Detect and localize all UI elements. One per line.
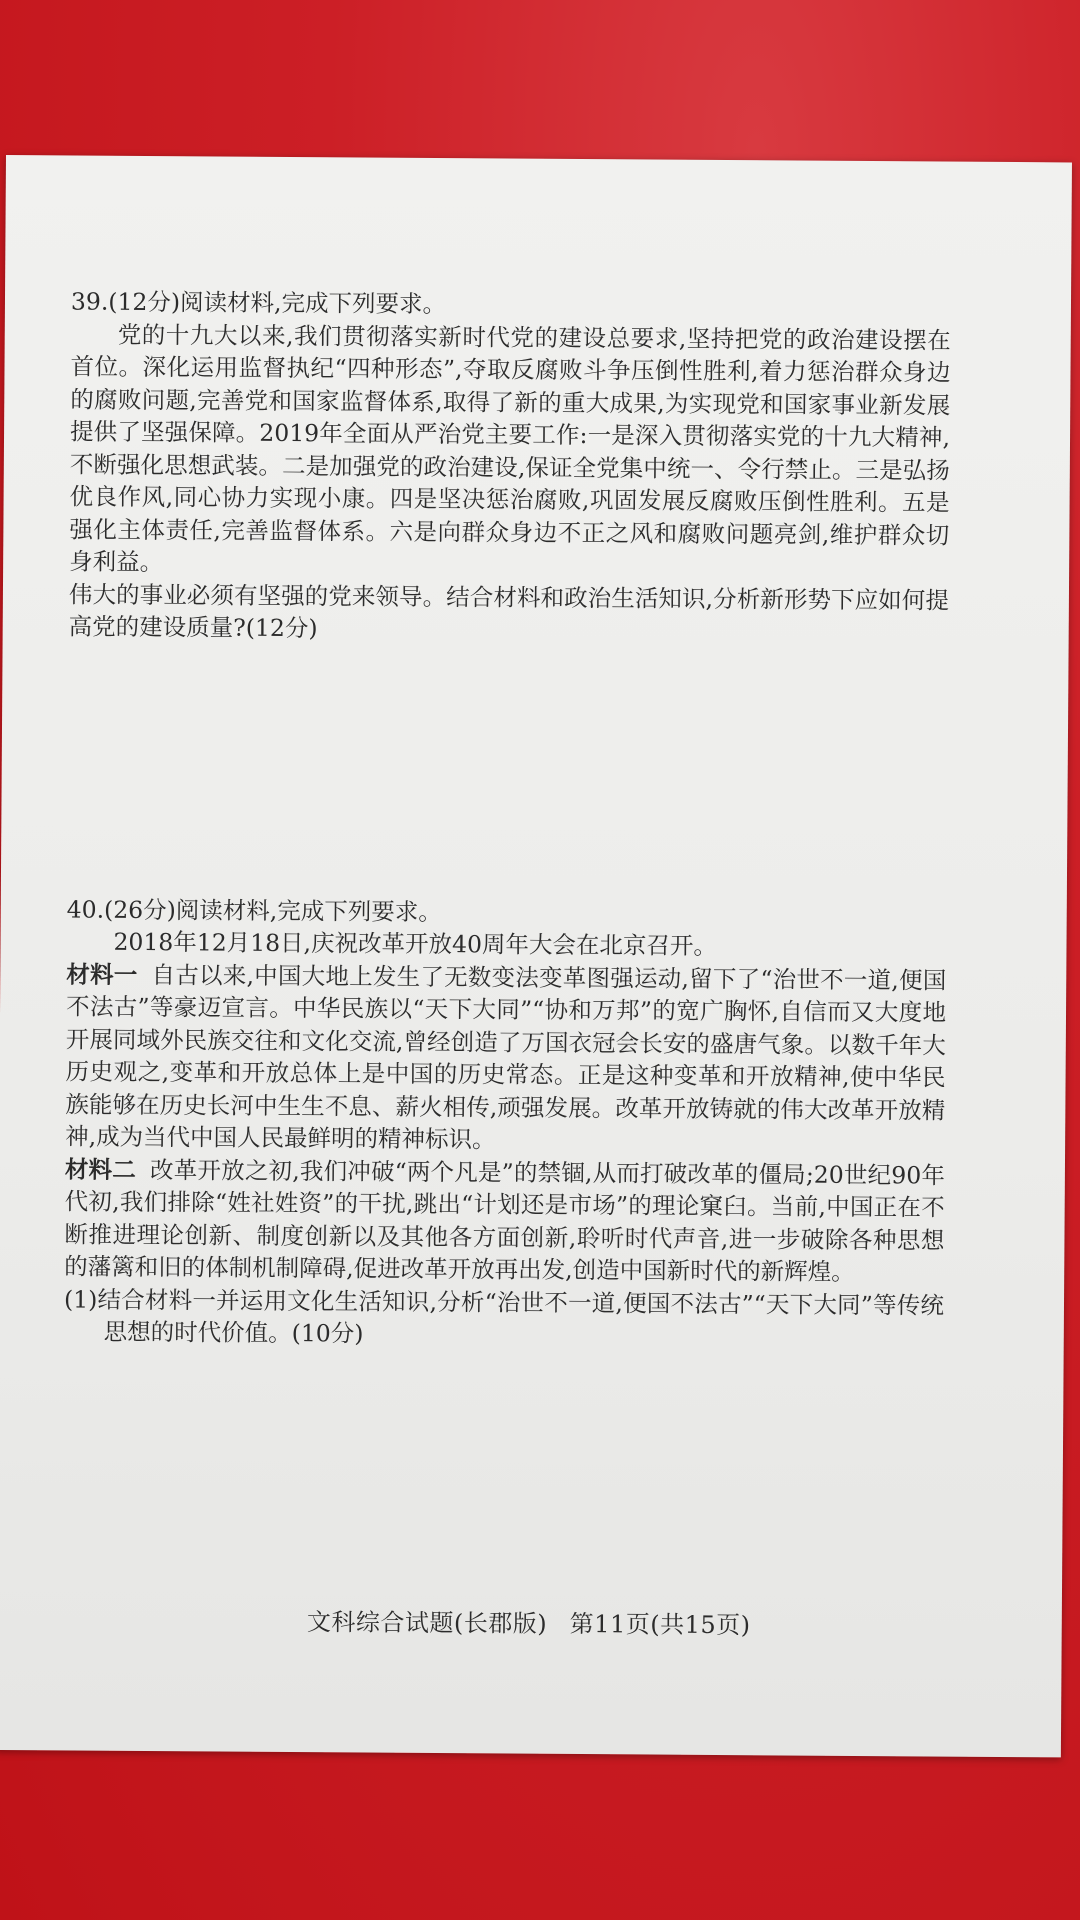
material-one bbox=[65, 958, 946, 1159]
exam-content bbox=[64, 285, 951, 1354]
question-40 bbox=[64, 893, 947, 1354]
material-two-label: 材料二 bbox=[64, 1154, 137, 1184]
material-two bbox=[64, 1153, 945, 1289]
exam-paper-sheet bbox=[0, 155, 1072, 1757]
answer-space bbox=[67, 643, 949, 899]
question-40-intro: 2018年12月18日,庆祝改革开放40周年大会在北京召开。 bbox=[113, 927, 718, 960]
question-40-subquestion-1: (1)结合材料一并运用文化生活知识,分析“治世不一道,便国不法古”“天下大同”等传统思想的时代价值。(10分) bbox=[63, 1284, 945, 1348]
material-one-label: 材料一 bbox=[66, 959, 138, 989]
material-one-text: 自古以来,中国大地上发生了无数变法变革图强运动,留下了“治世不一道,便国不法古”等豪迈宣言。中华民族以“天下大同”“协和万邦”的宽广胸怀,自信而又大度地开展同域外民族交往和文化交流,曾经创造了万国衣冠会长安的盛唐气象。以数千年大历史观之,变革和开放总体上是中国的历史常态。正是这种变革和开放精神,使中华民族能够在历史长河中生生不息、薪火相传,顽强发展。改革开放铸就的伟大改革开放精神,成为当代中国人民最鲜明的精神标识。 bbox=[65, 960, 947, 1154]
question-40-heading: 40.(26分)阅读材料,完成下列要求。 bbox=[66, 894, 442, 926]
footer-exam-name: 文科综合试题(长郡版) bbox=[306, 1608, 548, 1638]
question-39-heading: 39.(12分)阅读材料,完成下列要求。 bbox=[70, 287, 447, 319]
question-39 bbox=[69, 285, 951, 649]
page-footer bbox=[0, 1600, 1062, 1642]
question-39-material: 党的十九大以来,我们贯彻落实新时代党的建设总要求,坚持把党的政治建设摆在首位。深化运用监督执纪“四种形态”,夺取反腐败斗争压倒性胜利,着力惩治群众身边的腐败问题,完善党和国家监督体系,取得了新的重大成果,为实现党和国家事业新发展提供了坚强保障。2019年全面从严治党主要工作:一是深入贯彻落实党的十九大精神,不断强化思想武装。二是加强党的政治建设,保证全党集中统一、令行禁止。三是弘扬优良作风,同心协力实现小康。四是坚决惩治腐败,巩固发展反腐败压倒性胜利。五是强化主体责任,完善监督体系。六是向群众身边不正之风和腐败问题亮剑,维护群众切身利益。 bbox=[69, 320, 951, 577]
footer-page-info: 第11页(共15页) bbox=[569, 1609, 751, 1640]
material-two-text: 改革开放之初,我们冲破“两个凡是”的禁锢,从而打破改革的僵局;20世纪90年代初,我们排除“姓社姓资”的干扰,跳出“计划还是市场”的理论窠臼。当前,中国正在不断推进理论创新、制度创新以及其他各方面创新,聆听时代声音,进一步破除各种思想的藩篱和旧的体制机制障碍,促进改革开放再出发,创造中国新时代的新辉煌。 bbox=[64, 1155, 945, 1286]
question-39-prompt: 伟大的事业必须有坚强的党来领导。结合材料和政治生活知识,分析新形势下应如何提高党的建设质量?(12分) bbox=[68, 579, 950, 643]
